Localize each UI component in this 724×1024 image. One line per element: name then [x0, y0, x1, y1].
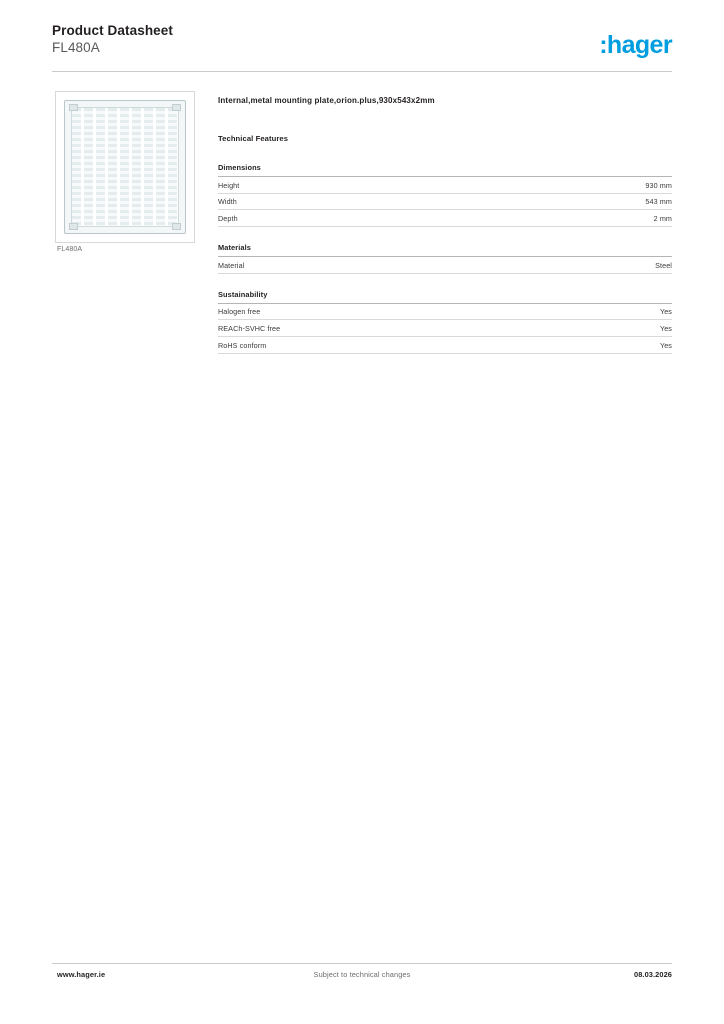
spec-value: Yes — [659, 340, 672, 350]
product-description: Internal,metal mounting plate,orion.plus,930x543x2mm — [218, 96, 435, 105]
group-title-materials: Materials — [218, 243, 672, 257]
spec-group-dimensions — [218, 163, 672, 227]
spec-group-materials — [218, 243, 672, 274]
page-footer — [52, 970, 672, 984]
table-row — [218, 210, 672, 227]
spec-value: 2 mm — [653, 213, 672, 223]
spec-value: Yes — [659, 307, 672, 317]
mounting-plate-graphic — [64, 100, 186, 234]
group-title-sustainability: Sustainability — [218, 290, 672, 304]
technical-content — [218, 95, 672, 364]
footer-note: Subject to technical changes — [313, 970, 411, 979]
technical-features-heading: Technical Features — [218, 134, 289, 143]
page-title: Product Datasheet — [52, 23, 173, 38]
table-row — [218, 320, 672, 337]
plate-corner-top-right — [172, 104, 181, 111]
table-row — [218, 194, 672, 211]
hager-logo: :hager — [599, 31, 672, 59]
spec-value: 543 mm — [645, 197, 672, 207]
spec-label: RoHS conform — [218, 340, 267, 350]
spec-label: Halogen free — [218, 307, 261, 317]
product-reference: FL480A — [52, 40, 100, 55]
plate-perforation-pattern — [71, 107, 179, 227]
page-header — [52, 22, 672, 70]
product-image — [55, 91, 195, 243]
spec-value: Steel — [655, 260, 672, 270]
table-row — [218, 304, 672, 321]
spec-label: Material — [218, 260, 245, 270]
product-image-caption: FL480A — [57, 246, 83, 253]
plate-corner-bottom-right — [172, 223, 181, 230]
header-divider — [52, 71, 672, 72]
spec-value: 930 mm — [645, 180, 672, 190]
spec-label: REACh-SVHC free — [218, 323, 281, 333]
plate-corner-top-left — [69, 104, 78, 111]
spec-value: Yes — [659, 323, 672, 333]
footer-website-link[interactable]: www.hager.ie — [57, 970, 106, 979]
group-title-dimensions: Dimensions — [218, 163, 672, 177]
table-row — [218, 337, 672, 354]
spec-label: Depth — [218, 213, 238, 223]
spec-label: Height — [218, 180, 240, 190]
plate-corner-bottom-left — [69, 223, 78, 230]
table-row — [218, 177, 672, 194]
spec-label: Width — [218, 197, 237, 207]
spec-group-sustainability — [218, 290, 672, 354]
footer-date: 08.03.2026 — [634, 970, 672, 979]
table-row — [218, 257, 672, 274]
footer-divider — [52, 963, 672, 964]
